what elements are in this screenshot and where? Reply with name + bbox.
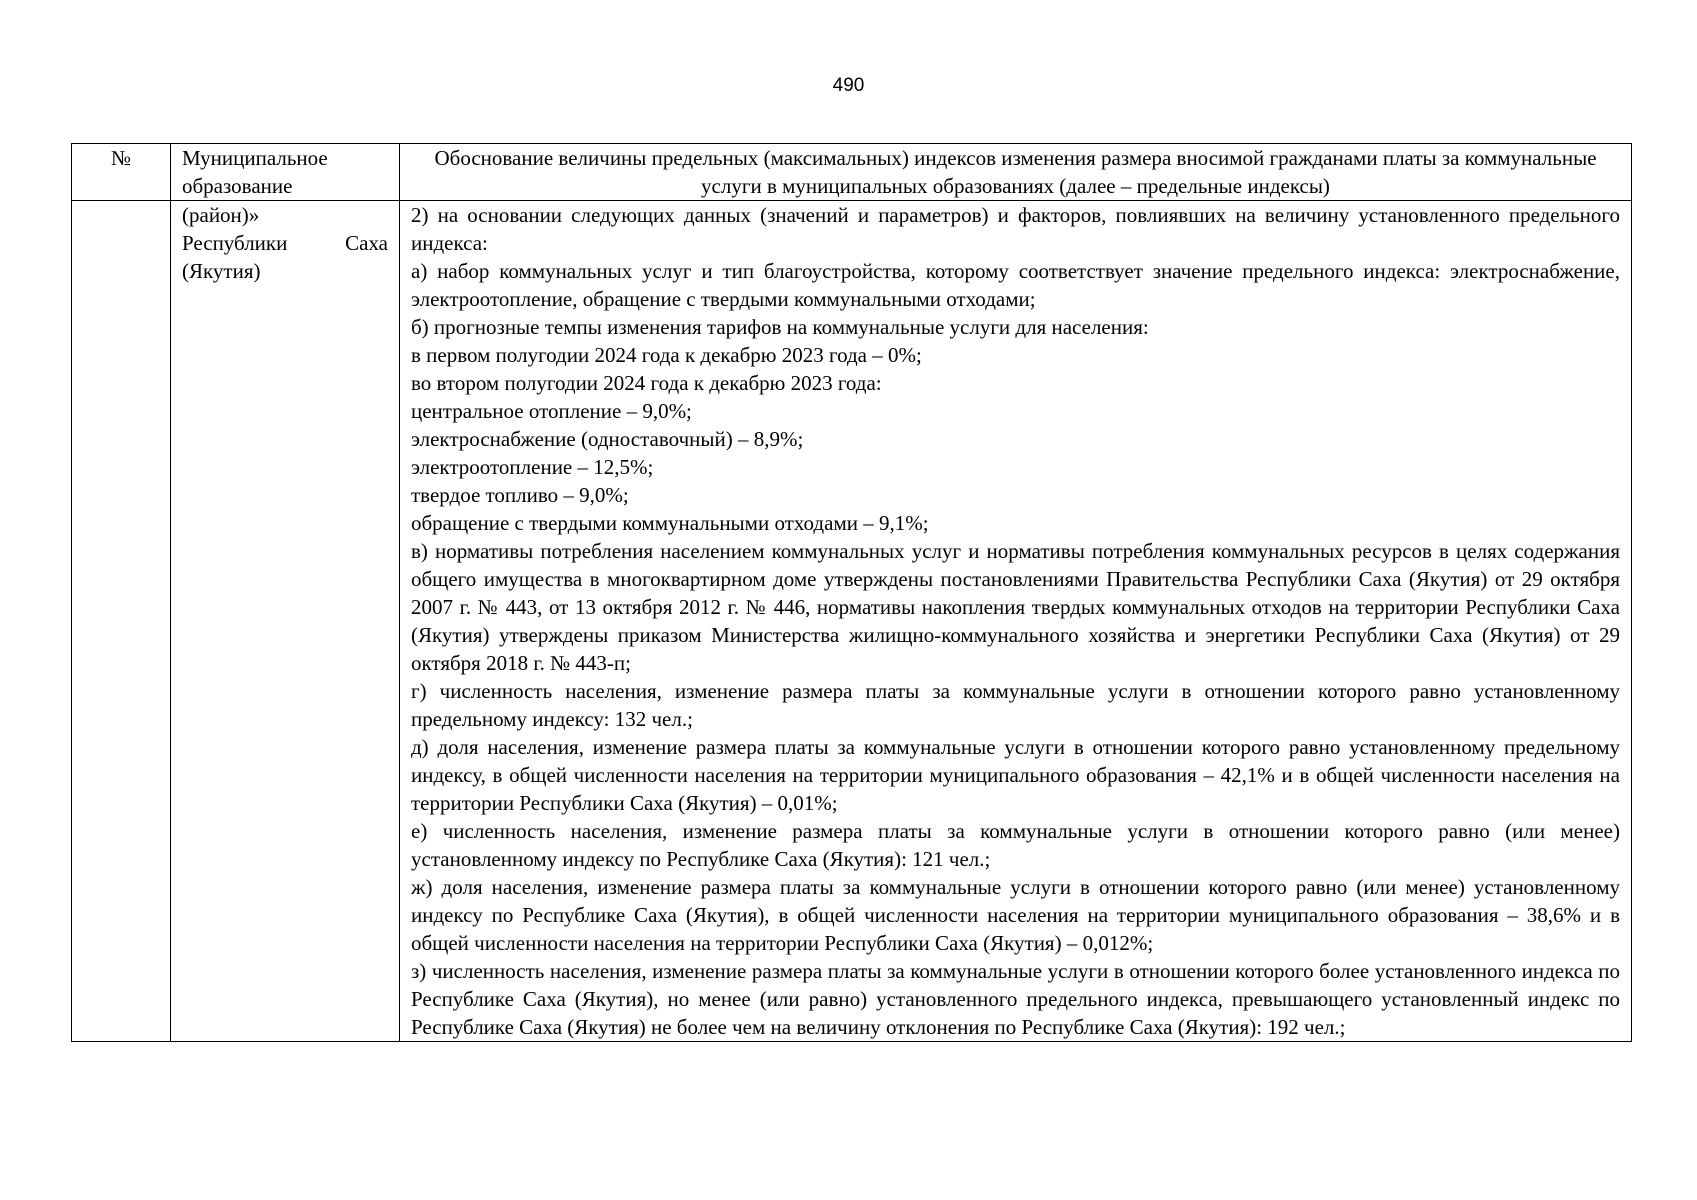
justification-paragraph: твердое топливо – 9,0%; [411, 483, 629, 507]
justification-paragraph: электроснабжение (одноставочный) – 8,9%; [411, 427, 804, 451]
municipality-line: (район)» [182, 203, 260, 227]
justification-paragraph: центральное отопление – 9,0%; [411, 399, 692, 423]
justification-table [71, 143, 1632, 1042]
justification-paragraph: а) набор коммунальных услуг и тип благоустройства, которому соответствует значение предельного индекса: электроснабжение, электроотопление, обращение с твердыми коммунальными отходами; [411, 259, 1620, 311]
justification-paragraph: в) нормативы потребления населением коммунальных услуг и нормативы потребления коммунальных ресурсов в целях содержания общего имущества в многоквартирном доме утверждены постановлениями Правительства Республики Саха (Якутия) от 29 октября 2007 г. № 443, от 13 октября 2012 г. № 446, нормативы накопления твердых коммунальных отходов на территории Республики Саха (Якутия) утверждены приказом Министерства жилищно-коммунального хозяйства и энергетики Республики Саха (Якутия) от 29 октября 2018 г. № 443-п; [411, 539, 1620, 675]
justification-paragraph: электроотопление – 12,5%; [411, 455, 654, 479]
table-row [72, 201, 1632, 1042]
justification-paragraph: ж) доля населения, изменение размера платы за коммунальные услуги в отношении которого равно (или менее) установленному индексу по Республике Саха (Якутия), в общей численности населения на территории муниципального образования – 38,6% и в общей численности населения на территории Республики Саха (Якутия) – 0,012%; [411, 875, 1620, 955]
page-number: 490 [832, 75, 865, 96]
justification-paragraph: з) численность населения, изменение размера платы за коммунальные услуги в отношении которого более установленного индекса по Республике Саха (Якутия), но менее (или равно) установленного предельного индекса, превышающего установленный индекс по Республике Саха (Якутия) не более чем на величину отклонения по Республике Саха (Якутия): 192 чел.; [411, 959, 1620, 1039]
row-number-cell [72, 201, 171, 1042]
municipality-line: (Якутия) [182, 259, 261, 283]
justification-cell [400, 201, 1632, 1042]
municipality-line: Республики Саха [182, 231, 388, 255]
justification-paragraph: б) прогнозные темпы изменения тарифов на коммунальные услуги для населения: [411, 315, 1149, 339]
justification-paragraph: е) численность населения, изменение размера платы за коммунальные услуги в отношении которого равно (или менее) установленному индексу по Республике Саха (Якутия): 121 чел.; [411, 819, 1620, 871]
justification-paragraph: обращение с твердыми коммунальными отходами – 9,1%; [411, 511, 929, 535]
justification-paragraph: 2) на основании следующих данных (значений и параметров) и факторов, повлиявших на величину установленного предельного индекса: [411, 203, 1620, 255]
justification-paragraph: во втором полугодии 2024 года к декабрю 2023 года: [411, 371, 882, 395]
municipality-cell [171, 201, 400, 1042]
header-number: № [72, 144, 171, 201]
justification-paragraph: в первом полугодии 2024 года к декабрю 2023 года – 0%; [411, 343, 922, 367]
header-justification: Обоснование величины предельных (максимальных) индексов изменения размера вносимой гражданами платы за коммунальные услуги в муниципальных образованиях (далее – предельные индексы) [400, 144, 1632, 201]
header-municipality: Муниципальное образование [171, 144, 400, 201]
justification-paragraph: д) доля населения, изменение размера платы за коммунальные услуги в отношении которого равно установленному предельному индексу, в общей численности населения на территории муниципального образования – 42,1% и в общей численности населения на территории Республики Саха (Якутия) – 0,01%; [411, 735, 1620, 815]
table-header-row [72, 144, 1632, 201]
justification-paragraph: г) численность населения, изменение размера платы за коммунальные услуги в отношении которого равно установленному предельному индексу: 132 чел.; [411, 679, 1620, 731]
